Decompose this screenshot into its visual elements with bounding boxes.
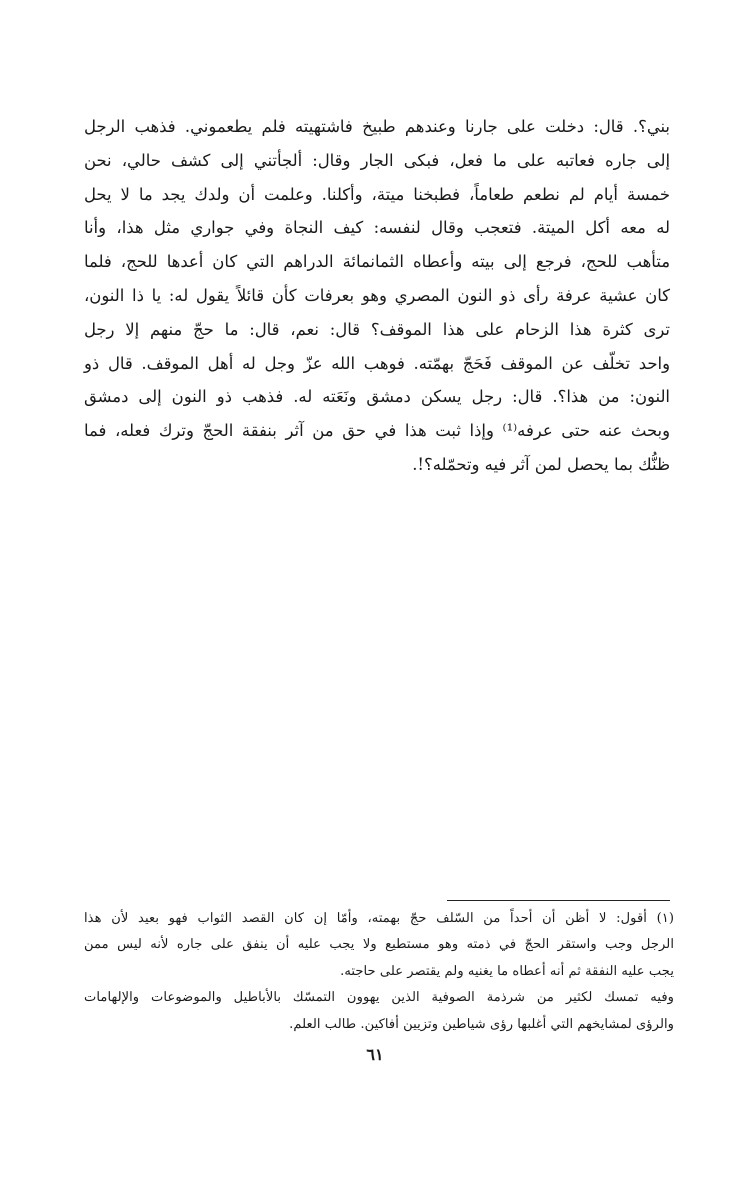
text-line: متأهب للحج، فرجع إلى بيته وأعطاه الثمانمائة الدراهم التي كان أعدها للحج، فلما <box>84 252 670 272</box>
text-line: كان عشية عرفة رأى ذو النون المصري وهو بعرفات كأن قائلاً يقول له: يا ذا النون، <box>84 285 670 305</box>
text-line: ظنُّك بما يحصل لمن آثر فيه وتحمّله؟!. <box>412 454 670 474</box>
text-line: له معه أكل الميتة. فتعجب وقال لنفسه: كيف النجاة وفي جواري مثل هذا، وأنا <box>84 218 670 238</box>
footnote-line: (١) أقول: لا أظن أن أحداً من السّلف حجّ بهمته، وأمّا إن كان القصد الثواب فهو بعيد لأن هذا <box>84 911 674 926</box>
footnotes-block <box>84 906 674 1038</box>
page-number: ٦١ <box>366 1045 384 1064</box>
text-line: وبحث عنه حتى عرفه⁽¹⁾ وإذا ثبت هذا في حق من آثر بنفقة الحجّ وترك فعله، فما <box>84 421 670 441</box>
footnote-line: والرؤى لمشايخهم التي أغلبها رؤى شياطين وتزيين أفاكين. طالب العلم. <box>289 1016 674 1032</box>
main-text-block <box>84 110 670 482</box>
text-line: النون: من هذا؟. قال: رجل يسكن دمشق ونَعَته له. فذهب ذو النون إلى دمشق <box>84 387 670 407</box>
text-line: خمسة أيام لم نطعم طعاماً، فطبخنا ميتة، وأكلنا. وعلمت أن ولدك يجد ما لا يحل <box>84 184 670 204</box>
footnote-line: الرجل وجب واستقر الحجّ في ذمته وهو مستطيع ولا يجب عليه أن ينفق على جاره لأنه ليس ممن <box>84 937 674 953</box>
footnote-line: يجب عليه النفقة ثم أنه أعطاه ما يغنيه ولم يقتصر على حاجته. <box>340 963 674 979</box>
text-line: واحد تخلّف عن الموقف فَحَجّ بهمّته. فوهب الله عزّ وجل له أهل الموقف. قال ذو <box>84 353 670 373</box>
text-line: بني؟. قال: دخلت على جارنا وعندهم طبيخ فاشتهيته فلم يطعموني. فذهب الرجل <box>84 117 670 136</box>
footnote-divider <box>447 900 670 901</box>
footnote-line: وفيه تمسك لكثير من شرذمة الصوفية الذين يهوون التمسّك بالأباطيل والموضوعات والإلهامات <box>84 990 674 1006</box>
text-line: إلى جاره فعاتبه على ما فعل، فبكى الجار وقال: ألجأتني إلى كشف حالي، نحن <box>84 150 670 170</box>
text-line: ترى كثرة هذا الزحام على هذا الموقف؟ قال: نعم، قال: ما حجّ منهم إلا رجل <box>84 319 670 339</box>
